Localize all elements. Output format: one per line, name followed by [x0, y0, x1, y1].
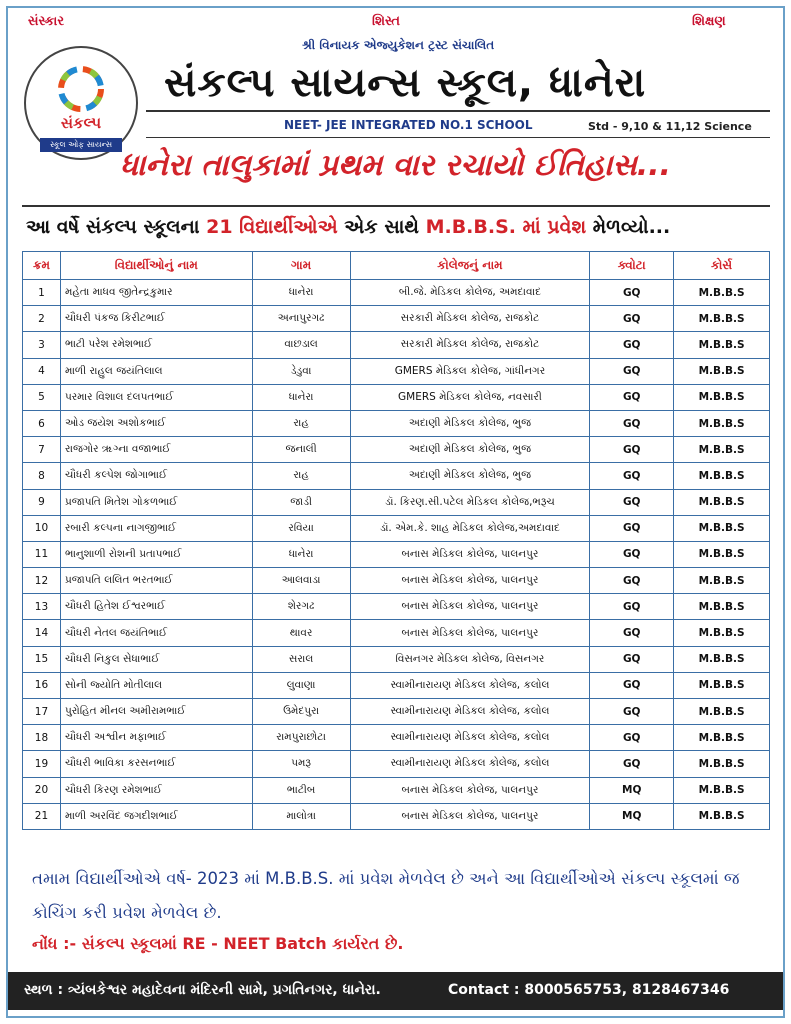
student-name: મહેતા માધવ જીતેન્દ્રકુમાર: [60, 280, 252, 306]
row-index: 5: [23, 384, 61, 410]
quota: GQ: [590, 725, 674, 751]
village: વાછડાલ: [252, 332, 350, 358]
table-header-row: [23, 252, 770, 280]
village: રાહ: [252, 410, 350, 436]
quota: GQ: [590, 699, 674, 725]
student-name: રબારી કલ્પના નાગજીભાઈ: [60, 515, 252, 541]
village: રાહ: [252, 463, 350, 489]
course: M.B.B.S: [674, 672, 770, 698]
college-name: સ્વામીનારાયણ મેડિકલ કોલેજ, કલોલ: [350, 751, 590, 777]
course: M.B.B.S: [674, 541, 770, 567]
row-index: 16: [23, 672, 61, 698]
footer-bar: [8, 972, 783, 1010]
college-name: બનાસ મેડિકલ કોલેજ, પાલનપુર: [350, 803, 590, 829]
village: લુવાણા: [252, 672, 350, 698]
school-name: સંકલ્પ સાયન્સ સ્કૂલ, ધાનેરા: [164, 60, 647, 106]
row-index: 7: [23, 437, 61, 463]
college-name: સ્વામીનારાયણ મેડિકલ કોલેજ, કલોલ: [350, 725, 590, 751]
village: ડેડુવા: [252, 358, 350, 384]
quota: GQ: [590, 620, 674, 646]
quota: GQ: [590, 646, 674, 672]
table-row: [23, 725, 770, 751]
headline-rule: [22, 205, 770, 207]
row-index: 12: [23, 568, 61, 594]
header-college: કોલેજનું નામ: [350, 252, 590, 280]
college-name: ડૉ. એમ.કે. શાહ મેડિકલ કોલેજ,અમદાવાદ: [350, 515, 590, 541]
course: M.B.B.S: [674, 777, 770, 803]
student-name: ચૌધરી ભાવિકા કરસનભાઈ: [60, 751, 252, 777]
table-row: [23, 332, 770, 358]
quota: GQ: [590, 384, 674, 410]
student-name: માળી અરવિંદ જગદીશભાઈ: [60, 803, 252, 829]
row-index: 2: [23, 306, 61, 332]
quota: GQ: [590, 751, 674, 777]
standards-label: Std - 9,10 & 11,12 Science: [588, 120, 752, 133]
table-row: [23, 751, 770, 777]
village: અનાપુરગઢ: [252, 306, 350, 332]
table-row: [23, 306, 770, 332]
table-row: [23, 803, 770, 829]
village: આલવાડા: [252, 568, 350, 594]
logo-name: સંકલ્પ: [60, 114, 102, 132]
college-name: સ્વામીનારાયણ મેડિકલ કોલેજ, કલોલ: [350, 672, 590, 698]
motto-middle: શિસ્ત: [372, 14, 401, 29]
student-name: પ્રજાપતિ મિતેશ ગોકળભાઈ: [60, 489, 252, 515]
intro-highlight2: M.B.B.S. માં પ્રવેશ: [425, 216, 587, 238]
village: ધાનેરા: [252, 541, 350, 567]
village: સરાલ: [252, 646, 350, 672]
college-name: બનાસ મેડિકલ કોલેજ, પાલનપુર: [350, 620, 590, 646]
row-index: 13: [23, 594, 61, 620]
village: રવિયા: [252, 515, 350, 541]
row-index: 6: [23, 410, 61, 436]
student-name: ચૌધરી નેતલ જયંતિભાઈ: [60, 620, 252, 646]
table-row: [23, 777, 770, 803]
header-name: વિદ્યાર્થીઓનું નામ: [60, 252, 252, 280]
college-name: બી.જે. મેડિકલ કોલેજ, અમદાવાદ: [350, 280, 590, 306]
header-rule-lower: [146, 137, 770, 138]
table-row: [23, 463, 770, 489]
student-name: પ્રજાપતિ લલિત ભરતભાઈ: [60, 568, 252, 594]
course: M.B.B.S: [674, 725, 770, 751]
quota: GQ: [590, 410, 674, 436]
course: M.B.B.S: [674, 515, 770, 541]
village: ધાનેરા: [252, 280, 350, 306]
row-index: 14: [23, 620, 61, 646]
student-name: સોની જ્યોતિ મોતીલાલ: [60, 672, 252, 698]
row-index: 3: [23, 332, 61, 358]
school-logo: [24, 46, 138, 160]
college-name: અદાણી મેડિકલ કોલેજ, ભુજ: [350, 437, 590, 463]
table-row: [23, 672, 770, 698]
college-name: અદાણી મેડિકલ કોલેજ, ભુજ: [350, 410, 590, 436]
village: ધાનેરા: [252, 384, 350, 410]
header-index: ક્રમ: [23, 252, 61, 280]
quota: MQ: [590, 777, 674, 803]
college-name: સ્વામીનારાયણ મેડિકલ કોલેજ, કલોલ: [350, 699, 590, 725]
quota: GQ: [590, 541, 674, 567]
college-name: GMERS મેડિકલ કોલેજ, ગાંધીનગર: [350, 358, 590, 384]
table-row: [23, 515, 770, 541]
row-index: 20: [23, 777, 61, 803]
quota: GQ: [590, 306, 674, 332]
student-name: માળી રાહુલ જયંતિલાલ: [60, 358, 252, 384]
course: M.B.B.S: [674, 803, 770, 829]
row-index: 10: [23, 515, 61, 541]
row-index: 9: [23, 489, 61, 515]
course: M.B.B.S: [674, 437, 770, 463]
quota: GQ: [590, 672, 674, 698]
student-name: રાજગોર ૠગ્ના વજાભાઈ: [60, 437, 252, 463]
row-index: 4: [23, 358, 61, 384]
table-row: [23, 620, 770, 646]
course: M.B.B.S: [674, 646, 770, 672]
course: M.B.B.S: [674, 489, 770, 515]
trust-line: શ્રી વિનાયક એજ્યુકેશન ટ્રસ્ટ સંચાલિત: [302, 38, 495, 52]
intro-highlight: 21 વિદ્યાર્થીઓએ: [206, 216, 338, 238]
village: પમરૂ: [252, 751, 350, 777]
student-name: ભાટી પરેશ રમેશભાઈ: [60, 332, 252, 358]
student-name: ચૌધરી કલ્પેશ જોગાભાઈ: [60, 463, 252, 489]
intro-part3: મેળવ્યો...: [586, 216, 671, 238]
header-village: ગામ: [252, 252, 350, 280]
course: M.B.B.S: [674, 620, 770, 646]
motto-right: શિક્ષણ: [692, 14, 726, 29]
table-row: [23, 384, 770, 410]
college-name: સરકારી મેડિકલ કોલેજ, રાજકોટ: [350, 306, 590, 332]
student-name: ભાનુશાળી રોશની પ્રતાપભાઈ: [60, 541, 252, 567]
row-index: 8: [23, 463, 61, 489]
quota: GQ: [590, 332, 674, 358]
school-tagline: NEET- JEE INTEGRATED NO.1 SCHOOL: [284, 118, 533, 132]
village: શેરગઢ: [252, 594, 350, 620]
college-name: ડૉ. કિરણ.સી.પટેલ મેડિકલ કોલેજ,ભરૂચ: [350, 489, 590, 515]
table-row: [23, 646, 770, 672]
intro-part1: આ વર્ષે સંકલ્પ સ્કૂલના: [26, 216, 207, 238]
row-index: 15: [23, 646, 61, 672]
course: M.B.B.S: [674, 306, 770, 332]
row-index: 1: [23, 280, 61, 306]
row-index: 19: [23, 751, 61, 777]
table-row: [23, 594, 770, 620]
table-row: [23, 410, 770, 436]
header-rule: [146, 110, 770, 112]
table-body: [23, 280, 770, 830]
table-row: [23, 568, 770, 594]
college-name: બનાસ મેડિકલ કોલેજ, પાલનપુર: [350, 777, 590, 803]
course: M.B.B.S: [674, 332, 770, 358]
row-index: 21: [23, 803, 61, 829]
course: M.B.B.S: [674, 751, 770, 777]
quota: GQ: [590, 437, 674, 463]
table-row: [23, 699, 770, 725]
course: M.B.B.S: [674, 699, 770, 725]
summary-note: તમામ વિદ્યાર્થીઓએ વર્ષ- 2023 માં M.B.B.S. માં પ્રવેશ મેળવેલ છે અને આ વિદ્યાર્થીઓએ સંકલ્પ સ્કૂલમાં જ કોચિંગ કરી પ્રવેશ મેળવેલ છે.: [32, 869, 740, 922]
village: ઉમેદપુરા: [252, 699, 350, 725]
footer-address: સ્થળ : ત્ર્યંબકેશ્વર મહાદેવના મંદિરની સામે, પ્રગતિનગર, ધાનેરા.: [24, 982, 381, 998]
row-index: 18: [23, 725, 61, 751]
students-table: [22, 251, 770, 830]
college-name: GMERS મેડિકલ કોલેજ, નવસારી: [350, 384, 590, 410]
college-name: સરકારી મેડિકલ કોલેજ, રાજકોટ: [350, 332, 590, 358]
course: M.B.B.S: [674, 463, 770, 489]
quota: GQ: [590, 358, 674, 384]
student-name: પરમાર વિશાલ દલપતભાઈ: [60, 384, 252, 410]
row-index: 11: [23, 541, 61, 567]
quota: GQ: [590, 463, 674, 489]
batch-note: નોંધ :- સંકલ્પ સ્કૂલમાં RE - NEET Batch કાર્યરત છે.: [32, 934, 404, 953]
student-name: ચૌધરી કિરણ રમેશભાઈ: [60, 777, 252, 803]
course: M.B.B.S: [674, 280, 770, 306]
student-name: ચૌધરી હિતેશ ઈશ્વરભાઈ: [60, 594, 252, 620]
student-name: પુરોહિત મીનલ અમીરામભાઈ: [60, 699, 252, 725]
course: M.B.B.S: [674, 410, 770, 436]
row-index: 17: [23, 699, 61, 725]
village: માલોત્રા: [252, 803, 350, 829]
quota: GQ: [590, 594, 674, 620]
table-row: [23, 358, 770, 384]
logo-tagline: સ્કૂલ ઓફ સાયન્સ: [40, 138, 122, 152]
header-quota: ક્વોટા: [590, 252, 674, 280]
village: જાડી: [252, 489, 350, 515]
college-name: વિસનગર મેડિકલ કોલેજ, વિસનગર: [350, 646, 590, 672]
table-row: [23, 541, 770, 567]
quota: GQ: [590, 568, 674, 594]
course: M.B.B.S: [674, 384, 770, 410]
student-name: ચૌધરી પંકજ કિરીટભાઈ: [60, 306, 252, 332]
course: M.B.B.S: [674, 594, 770, 620]
intro-line: [26, 216, 776, 238]
village: થાવર: [252, 620, 350, 646]
village: ભાટીબ: [252, 777, 350, 803]
student-name: ઓડ જયેશ અશોકભાઈ: [60, 410, 252, 436]
logo-ring-icon: [48, 62, 114, 116]
student-name: ચૌધરી નિકુલ સેધાભાઈ: [60, 646, 252, 672]
village: રામપુરાછોટા: [252, 725, 350, 751]
quota: GQ: [590, 280, 674, 306]
college-name: અદાણી મેડિકલ કોલેજ, ભુજ: [350, 463, 590, 489]
college-name: બનાસ મેડિકલ કોલેજ, પાલનપુર: [350, 594, 590, 620]
college-name: બનાસ મેડિકલ કોલેજ, પાલનપુર: [350, 541, 590, 567]
footer-contact: Contact : 8000565753, 8128467346: [448, 982, 730, 998]
college-name: બનાસ મેડિકલ કોલેજ, પાલનપુર: [350, 568, 590, 594]
table-row: [23, 280, 770, 306]
headline: ધાનેરા તાલુકામાં પ્રથમ વાર રચાયો ઈતિહાસ...: [120, 148, 671, 183]
motto-left: સંસ્કાર: [28, 14, 65, 29]
course: M.B.B.S: [674, 568, 770, 594]
quota: GQ: [590, 489, 674, 515]
table-row: [23, 489, 770, 515]
quota: MQ: [590, 803, 674, 829]
student-name: ચૌધરી અશ્વીન મફાભાઈ: [60, 725, 252, 751]
table-row: [23, 437, 770, 463]
course: M.B.B.S: [674, 358, 770, 384]
header-course: કોર્સ: [674, 252, 770, 280]
quota: GQ: [590, 515, 674, 541]
village: જનાલી: [252, 437, 350, 463]
intro-part2: એક સાથે: [337, 216, 426, 238]
